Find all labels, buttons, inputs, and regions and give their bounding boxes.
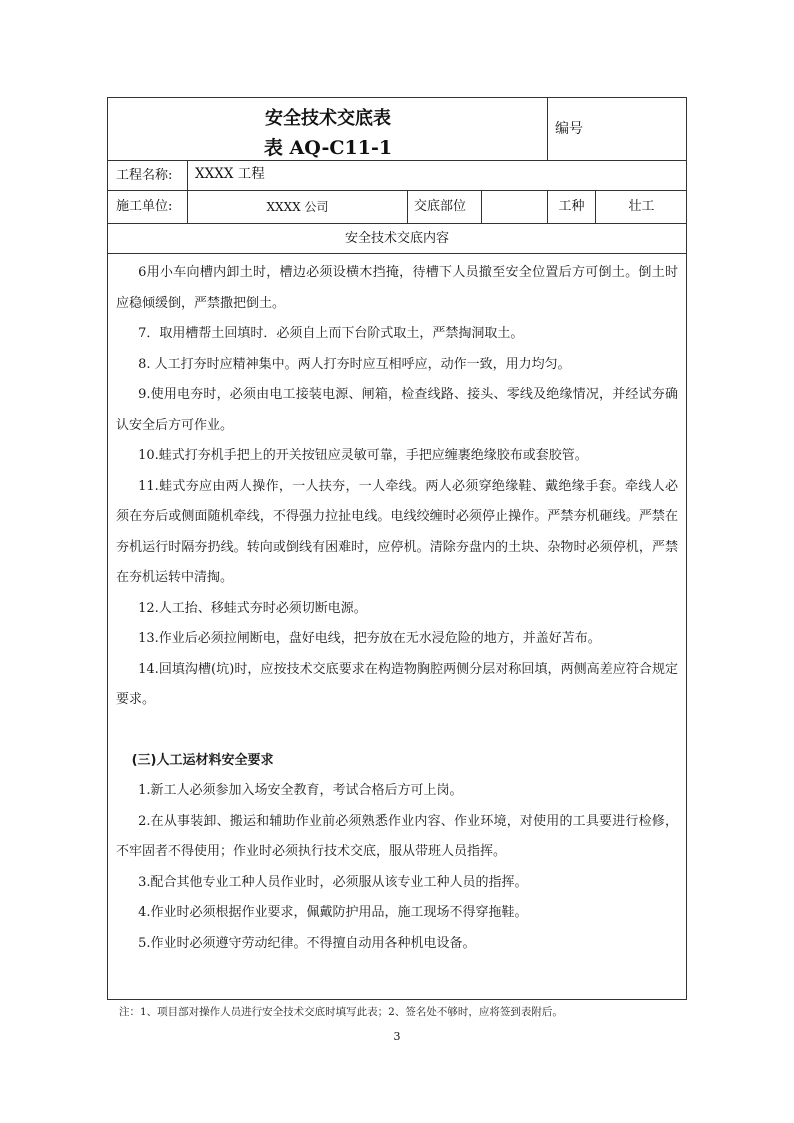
rule-below-content-header (108, 253, 686, 254)
trade-value[interactable]: 壮工 (628, 199, 655, 214)
number-label: 编号 (555, 121, 583, 137)
construction-unit-label: 施工单位: (116, 199, 173, 214)
section-spacer (116, 716, 678, 746)
paragraph-item-9: 9.使用电夯时，必须由电工接装电源、闸箱，检查线路、接头、零线及绝缘情况，并经试夯确认安全后方可作业。 (116, 387, 678, 433)
paragraph-item-10: 10.蛙式打夯机手把上的开关按钮应灵敏可靠，手把应缠裹绝缘胶布或套胶管。 (138, 448, 588, 463)
paragraph-item-13: 13.作业后必须拉闸断电，盘好电线，把夯放在无水浸危险的地方，并盖好苫布。 (138, 631, 601, 646)
form-code: 表 AQ-C11-1 (263, 137, 393, 159)
project-name-label: 工程名称: (116, 167, 173, 183)
section-3-item-3: 3.配合其他专业工种人员作业时，必须服从该专业工种人员的指挥。 (138, 874, 528, 890)
briefing-part-value[interactable] (482, 190, 547, 223)
paragraph-item-12: 12.人工抬、移蛙式夯时必须切断电源。 (138, 600, 367, 616)
paragraph-item-8: 8. 人工打夯时应精神集中。两人打夯时应互相呼应，动作一致，用力均匀。 (138, 356, 571, 372)
section-3-heading: (三)人工运材料安全要求 (131, 752, 274, 768)
briefing-part-label: 交底部位 (414, 199, 467, 214)
section-3-item-5: 5.作业时必须遵守劳动纪律。不得擅自动用各种机电设备。 (138, 935, 476, 951)
section-3-item-4: 4.作业时必须根据作业要求，佩戴防护用品，施工现场不得穿拖鞋。 (138, 905, 528, 920)
paragraph-item-6: 6用小车向槽内卸土时，槽边必须设横木挡掩，待槽下人员撤至安全位置后方可倒土。倒土时应稳倾缓倒，严禁撒把倒土。 (116, 265, 678, 311)
trade-label: 工种 (558, 199, 585, 214)
divider-unit-part (407, 190, 408, 223)
section-3-item-1: 1.新工人必须参加入场安全教育，考试合格后方可上岗。 (138, 783, 463, 798)
project-name-value[interactable]: XXXX 工程 (195, 166, 265, 183)
paragraph-item-14: 14.回填沟槽(坑)时，应按技术交底要求在构造物胸腔两侧分层对称回填，两侧高差应符合规定要求。 (116, 661, 678, 707)
number-field[interactable] (595, 98, 685, 160)
section-3-item-2: 2.在从事装卸、搬运和辅助作业前必须熟悉作业内容、作业环境，对使用的工具要进行检修，不牢固者不得使用；作业时必须执行技术交底，服从带班人员指挥。 (116, 813, 678, 859)
page-number: 3 (393, 1030, 401, 1043)
briefing-content (116, 258, 678, 959)
form-title: 安全技术交底表 (265, 108, 391, 129)
safety-briefing-form (107, 97, 687, 1000)
paragraph-item-7: 7．取用槽帮土回填时．必须自上而下台阶式取土，严禁掏洞取土。 (138, 326, 524, 341)
paragraph-item-11: 11.蛙式夯应由两人操作，一人扶夯，一人牵线。两人必须穿绝缘鞋、戴绝缘手套。牵线人必须在夯后或侧面随机牵线，不得强力拉扯电线。电线绞缠时必须停止操作。严禁夯机砸线。严禁在夯机运行时隔夯扔线。转向或倒线有困难时，应停机。清除夯盘内的土块、杂物时必须停机，严禁在夯机运转中清掏。 (116, 478, 678, 585)
construction-unit-value[interactable]: XXXX 公司 (266, 199, 329, 214)
form-footnote: 注：1、项目部对操作人员进行安全技术交底时填写此表；2、签名处不够时，应将签到表附后。 (119, 1006, 563, 1018)
content-header: 安全技术交底内容 (344, 230, 449, 246)
